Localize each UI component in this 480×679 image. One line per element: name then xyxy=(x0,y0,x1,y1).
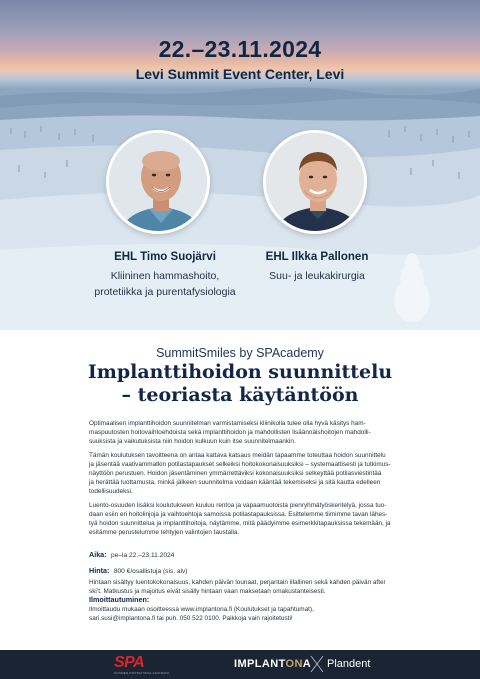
speaker-role-timo-line2: protetiikka ja purentafysiologia xyxy=(94,286,236,298)
paragraph-line: Luento-osuuden lisäksi koulutukseen kuuluu rentoa ja vapaamuotoista pienryhmätyöskentelyä, jossa tuo- xyxy=(89,502,387,509)
goal-paragraph xyxy=(89,451,393,496)
price-note-line: Hintaan sisältyy luentokokonaisuus, kahden päivän lounaat, perjantain illallinen sekä kahden päivän after xyxy=(89,579,386,586)
price-value: 800 €/osallistuja (sis. alv) xyxy=(113,568,188,575)
registration-note-line[interactable]: Ilmoittaudu mukaan osoitteessa www.implantona.fi (Koulutukset ja tapahtumat), xyxy=(89,606,314,613)
paragraph-line: näyttöön perustuen. Hoidon jäsentäminen ymmärrettäviksi kokonaisuuksiksi selkeyttää potilasviestintää xyxy=(89,470,382,478)
event-venue: Levi Summit Event Center, Levi xyxy=(135,66,345,82)
intro-paragraph xyxy=(89,419,393,446)
spa-logo-subtitle: SUOMEN PROTETIIKKA-AKATEMIA xyxy=(114,671,170,675)
speaker-role-timo-line1: Kliininen hammashoito, xyxy=(110,270,220,282)
paragraph-line: ja herättää luottamusta, minkä jälkeen suunnitelma voidaan kääntää tekemiseksi ja sitä kautta edelleen xyxy=(89,479,381,487)
speaker-role-ilkka: Suu- ja leukakirurgia xyxy=(269,270,365,282)
implantona-logo-part: IMPLANT xyxy=(234,658,286,670)
time-value: pe–la 22.–23.11.2024 xyxy=(111,552,175,559)
paragraph-line: maspuutosten hoitovaihtoehdoista sekä implanttihoidon ja mahdollisten lisäännäishoitojen mahdolli- xyxy=(89,429,371,437)
paragraph-line: esitämme perustelumme tehtyjen valintojen taustalla. xyxy=(89,529,240,537)
plandent-logo: Plandent xyxy=(327,658,371,670)
paragraph-line: ja jäsentää vaativammatkin potilastapaukset selkeiksi hoitokokonaisuuksiksi – systemaattisesti ja tutkimus- xyxy=(89,461,391,469)
speaker-photo-timo xyxy=(106,130,210,234)
hero-banner xyxy=(0,0,480,330)
registration-info xyxy=(89,595,393,623)
cross-divider-icon xyxy=(310,655,324,673)
course-brand-line: SummitSmiles by SPAcademy xyxy=(156,346,324,360)
price-label: Hinta: xyxy=(89,566,110,575)
registration-note-line[interactable]: sari.susi@implantona.fi tai puh. 050 522 0100. Paikkoja vain rajoitetusti! xyxy=(89,615,293,623)
speaker-name-ilkka: EHL Ilkka Pallonen xyxy=(265,251,369,263)
implantona-logo-highlight: ON xyxy=(285,658,303,670)
price-info xyxy=(89,560,393,596)
speaker-name-timo: EHL Timo Suojärvi xyxy=(114,251,216,263)
paragraph-line: tyä hoidon suunnittelua ja implanttihoitoja, näytämme, mitä päädyimme esimerkkitapauksissa tekemään, ja xyxy=(89,520,391,528)
course-title-line2: – teoriasta käytäntöön xyxy=(121,384,359,406)
paragraph-line: Optimaalisen implanttihoidon suunnitelman varmistamiseksi kliinikolla tulee olla hyvä käsitys ham- xyxy=(89,420,366,427)
paragraph-line: daan esiin eri hoitolinjoja ja vaihtoehtoja samoissa potilastapauksissa. Esittelemme tiimimme tavan lähes- xyxy=(89,511,388,519)
paragraph-line: suuksista ja vaikutuksista niin hoidon kulkuun kuin itse suunnitelmaankin. xyxy=(89,438,296,446)
speaker-photo-ilkka xyxy=(263,130,367,234)
price-note-line: ski’t. Matkustus ja majoitus eivät sisälly hintaan vaan maksetaan omakustanteisesti. xyxy=(89,588,326,596)
paragraph-line: todellisuudeksi. xyxy=(89,488,133,496)
workshop-paragraph xyxy=(89,501,393,537)
time-label: Aika: xyxy=(89,550,107,559)
course-title-line1: Implanttihoidon suunnittelu xyxy=(87,361,393,383)
implantona-logo-part: A xyxy=(302,658,312,670)
footer-bar xyxy=(0,650,480,679)
registration-label: Ilmoittautuminen: xyxy=(89,595,150,604)
paragraph-line: Tämän koulutuksen tavoitteena on antaa kattava katsaus meidän tapaamme toteuttaa hoidon suunnittelu xyxy=(89,452,386,459)
event-date: 22.–23.11.2024 xyxy=(158,36,322,62)
spa-logo: SPA xyxy=(114,654,145,671)
implantona-logo xyxy=(234,658,311,670)
